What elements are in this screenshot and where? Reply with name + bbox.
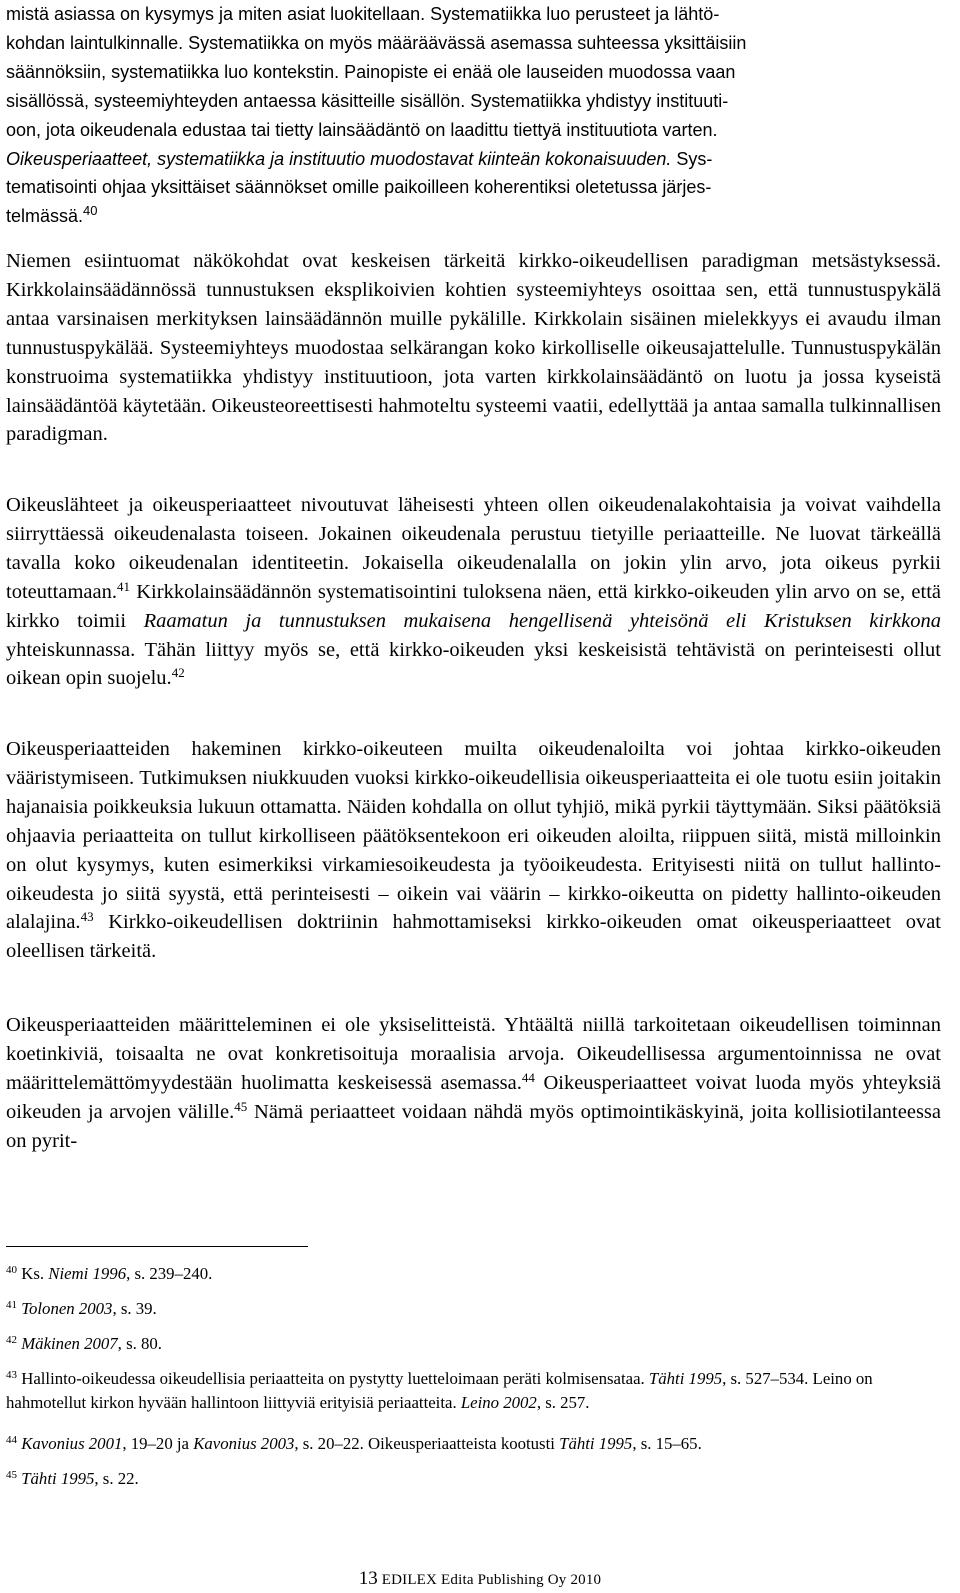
paragraph-text: Kirkko-oikeudellisen doktriinin hahmottamiseksi kirkko-oikeuden omat oikeusperiaatteet ovat oleellisen tärkeitä. <box>6 911 941 963</box>
footnote-44 <box>6 1432 941 1456</box>
citation-italic: Tähti 1995 <box>21 1469 95 1488</box>
footnote-ref[interactable]: 41 <box>117 578 130 594</box>
footnote-text: , s. 39. <box>112 1299 157 1318</box>
footnote-text: Hallinto-oikeudessa oikeudellisia periaatteita on pystytty luetteloimaan peräti kolmisensataa. <box>21 1369 649 1388</box>
footnote-text: , s. 257. <box>536 1393 590 1412</box>
footnote-40 <box>6 1262 941 1286</box>
text-line: säännöksiin, systematiikka luo kontekstin. Painopiste ei enää ole lauseiden muodossa vaan <box>6 61 736 82</box>
footnote-42 <box>6 1332 941 1356</box>
paragraph-niemi <box>6 247 941 449</box>
footnote-divider <box>6 1246 308 1247</box>
paragraph-distortion <box>6 735 941 966</box>
text-line: sisällössä, systeemiyhteyden antaessa käsitteille sisällön. Systematiikka yhdistyy instituuti- <box>6 90 729 111</box>
citation-italic: Niemi 1996 <box>48 1264 127 1283</box>
publisher-text: EDILEX Edita Publishing Oy 2010 <box>381 1572 602 1588</box>
page-number: 13 <box>358 1568 378 1589</box>
footnote-text: , s. 22. <box>94 1469 139 1488</box>
footnote-text: Ks. <box>21 1264 49 1283</box>
footnote-number: 40 <box>6 1264 17 1276</box>
page-footer <box>0 1568 960 1590</box>
footnote-ref[interactable]: 44 <box>521 1069 535 1085</box>
paragraph-text: Oikeusperiaatteet voivat luoda myös yhteyksiä oikeuden ja arvojen välille. <box>6 1071 941 1123</box>
footnote-text: , s. 527–534. Leino on hahmotellut kirkon hyvään hallintoon liittyviä erityisiä periaatteita. <box>6 1369 873 1412</box>
footnote-45 <box>6 1467 941 1491</box>
italic-text: Oikeusperiaatteet, systematiikka ja instituutio muodostavat kiinteän kokonaisuuden. <box>6 148 672 169</box>
paragraph-text: Kirkkolainsäädännön systematisointini tuloksena näen, että kirkko-oikeuden ylin arvo on se, että kirkko toimii <box>6 580 941 632</box>
citation-italic: Tolonen 2003 <box>21 1299 113 1318</box>
footnote-text: , s. 80. <box>117 1334 162 1353</box>
text-line: oon, jota oikeudenala edustaa tai tietty lainsäädäntö on laadittu tiettyä instituutiota varten. <box>6 119 718 140</box>
citation-italic: Tähti 1995 <box>648 1369 723 1388</box>
footnote-text: , s. 20–22. Oikeusperiaatteista kootusti <box>294 1434 560 1453</box>
citation-italic: Tähti 1995 <box>559 1434 633 1453</box>
text-line: mistä asiassa on kysymys ja miten asiat luokitellaan. Systematiikka luo perusteet ja lähtö- <box>6 4 720 24</box>
footnote-ref[interactable]: 45 <box>234 1098 248 1114</box>
italic-text: Raamatun ja tunnustuksen mukaisena hengellisenä yhteisönä eli Kristuksen kirkkona <box>143 609 941 632</box>
paragraph-text: yhteiskunnassa. Tähän liittyy myös se, että kirkko-oikeuden yksi keskeisistä tehtävistä on perinteisesti ollut oikean opin suojelu. <box>6 638 941 690</box>
footnote-number: 45 <box>6 1469 17 1481</box>
citation-italic: Leino 2002 <box>460 1393 537 1412</box>
footnote-number: 44 <box>6 1434 17 1446</box>
footnote-43 <box>6 1367 941 1415</box>
footnote-ref[interactable]: 42 <box>171 665 185 681</box>
footnote-number: 41 <box>6 1299 17 1311</box>
paragraph-text: Oikeuslähteet ja oikeusperiaatteet nivoutuvat läheisesti yhteen ollen oikeudenalakohtaisia ja voivat vaihdella siirryttäessä oikeudenalasta toiseen. Jokainen oikeudenala perustuu tietyille periaatteille. Ne luovat tärkeällä tavalla koko oikeudenalan identiteetin. Jokaisella oikeudenalalla on jokin ylin arvo, jota oikeus pyrkii toteuttamaan. <box>6 494 941 603</box>
footnote-ref[interactable]: 40 <box>83 203 98 219</box>
text-line: tematisointi ohjaa yksittäiset säännökset omille paikoilleen koherentiksi oletetussa järjes- <box>6 177 712 198</box>
paragraph-systematics <box>6 0 941 231</box>
citation-italic: Mäkinen 2007 <box>21 1334 118 1353</box>
footnote-text: , s. 15–65. <box>632 1434 702 1453</box>
text-line: kohdan laintulkinnalle. Systematiikka on myös määräävässä asemassa suhteessa yksittäisiin <box>6 32 747 53</box>
paragraph-text: Oikeusperiaatteiden hakeminen kirkko-oikeuteen muilta oikeudenaloilta voi johtaa kirkko-oikeuden vääristymiseen. Tutkimuksen niukkuuden vuoksi kirkko-oikeudellisia oikeusperiaatteita ei ole tuotu esiin joitakin hajanaisia poikkeuksia lukuun ottamatta. Näiden kohdalla on ollut tyhjiö, mikä pyrkii täyttymään. Siksi päätöksiä ohjaavia periaatteita on tullut kirkolliseen päätöksentekoon eri oikeuden aloilta, riippuen siitä, mistä milloinkin on olut kysymys, kuten esimerkiksi virkamiesoikeudesta ja työoikeudesta. Erityisesti niitä on tullut hallinto-oikeudesta jo siitä syystä, että perinteisesti – oikein vai väärin – kirkko-oikeutta on pidetty hallinto-oikeuden alalajina. <box>6 738 941 934</box>
paragraph-sources <box>6 491 941 693</box>
footnote-number: 42 <box>6 1334 17 1346</box>
citation-italic: Kavonius 2001 <box>21 1434 123 1453</box>
text-line: Sys- <box>671 148 713 169</box>
footnote-text: , s. 239–240. <box>126 1264 213 1283</box>
footnote-text: , 19–20 ja <box>122 1434 194 1453</box>
citation-italic: Kavonius 2003 <box>193 1434 295 1453</box>
paragraph-text: Oikeusperiaatteiden määritteleminen ei ole yksiselitteistä. Yhtäältä niillä tarkoitetaan oikeudellisen toiminnan koetinkiviä, toisaalta ne ovat konkretisoituja moraalisia arvoja. Oikeudellisessa argumentoinnissa ne ovat määrittelemättömyydestään huolimatta keskeisessä asemassa. <box>6 1014 941 1094</box>
paragraph-text: Niemen esiintuomat näkökohdat ovat keskeisen tärkeitä kirkko-oikeudellisen paradigman metsästyksessä. Kirkkolainsäädännössä tunnustuksen eksplikoivien kohtien systeemiyhteys osoittaa sen, että tunnustuspykälä antaa varsinaisen merkityksen lainsäädännön muille pykälille. Kirkkolain sisäinen mielekkyys ei avaudu ilman tunnustuspykälää. Systeemiyhteys muodostaa selkärangan koko kirkolliselle oikeusajattelulle. Tunnustuspykälän konstruoima systematiikka yhdistyy instituutioon, jota varten kirkkolainsäädäntö on luotu ja jossa kyseistä lainsäädäntöä käytetään. Oikeusteoreettisesti hahmoteltu systeemi vaatii, edellyttää ja antaa samalla tulkinnallisen paradigman. <box>6 250 941 446</box>
paragraph-definition <box>6 1011 941 1156</box>
footnote-41 <box>6 1297 941 1321</box>
text-line: telmässä. <box>6 206 84 227</box>
footnote-number: 43 <box>6 1369 17 1381</box>
footnote-ref[interactable]: 43 <box>80 909 94 925</box>
paragraph-text: Nämä periaatteet voidaan nähdä myös optimointikäskyinä, joita kollisiotilanteessa on pyrit- <box>6 1100 941 1152</box>
